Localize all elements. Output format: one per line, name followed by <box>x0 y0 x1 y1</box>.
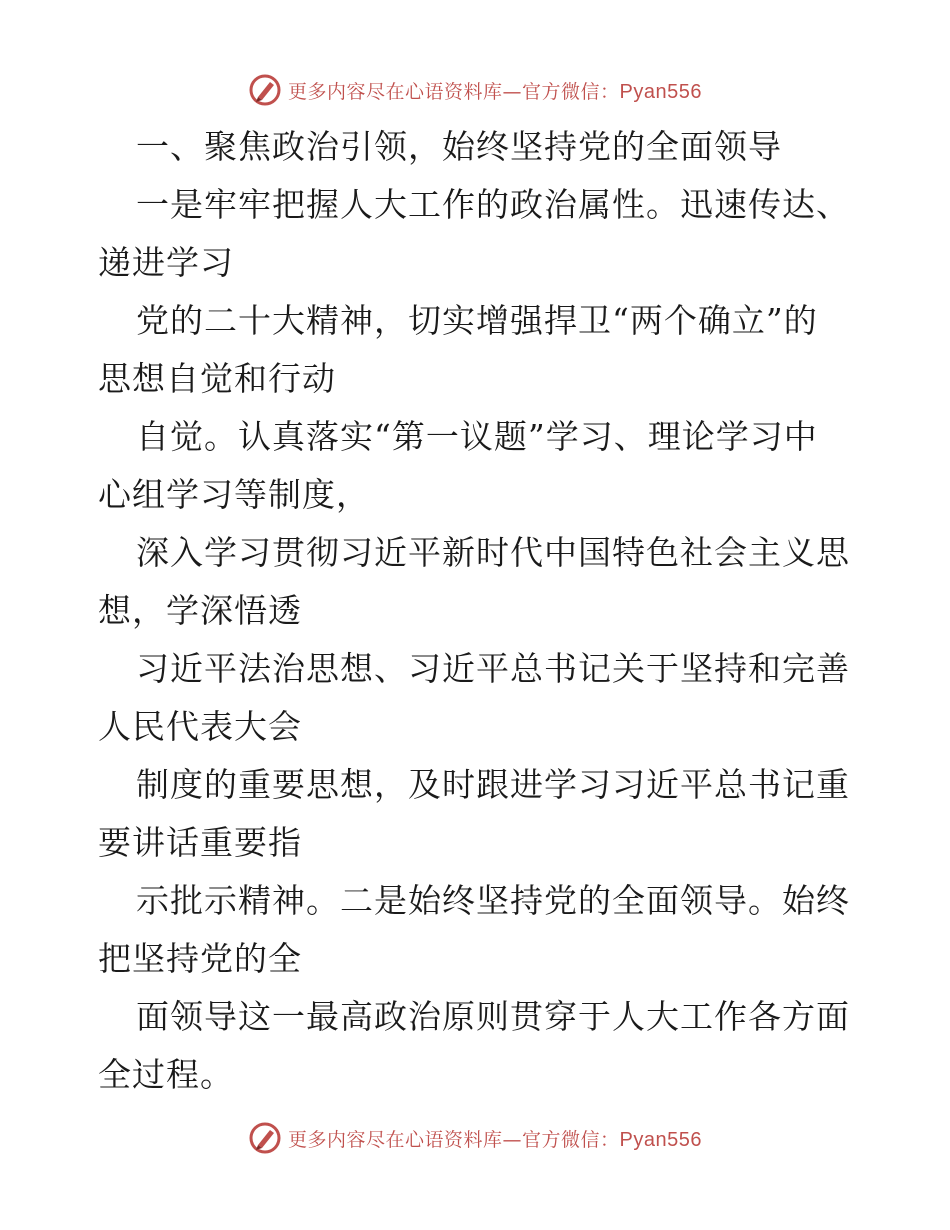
paragraph-line: 习近平法治思想、习近平总书记关于坚持和完善 <box>136 649 850 688</box>
paragraph-line: 思想自觉和行动 <box>98 359 336 398</box>
paragraph-line: 党的二十大精神，切实增强捍卫“两个确立”的 <box>136 301 818 340</box>
paragraph-line: 想，学深悟透 <box>98 591 302 630</box>
paragraph-line: 要讲话重要指 <box>98 823 302 862</box>
paragraph-line: 人民代表大会 <box>98 707 302 746</box>
pen-logo-icon <box>248 1121 282 1155</box>
watermark-wechat-label: 官方微信： <box>522 1128 620 1151</box>
paragraph-line: 递进学习 <box>98 243 234 282</box>
document-body <box>98 118 858 1104</box>
watermark-text <box>288 77 702 104</box>
footer-watermark <box>0 1118 950 1158</box>
pen-logo-icon <box>248 73 282 107</box>
watermark-wechat-label: 官方微信： <box>522 80 620 103</box>
watermark-text <box>288 1125 702 1152</box>
paragraph-line: 一是牢牢把握人大工作的政治属性。迅速传达、 <box>136 185 850 224</box>
paragraph-line: 把坚持党的全 <box>98 939 302 978</box>
watermark-separator: — <box>502 1128 523 1151</box>
paragraph-line: 全过程。 <box>98 1055 234 1094</box>
paragraph-line: 心组学习等制度， <box>98 475 370 514</box>
paragraph-line: 自觉。认真落实“第一议题”学习、理论学习中 <box>136 417 818 456</box>
watermark-separator: — <box>502 80 523 103</box>
watermark-site: 更多内容尽在心语资料库 <box>288 80 503 103</box>
header-watermark <box>0 70 950 110</box>
paragraph-line: 制度的重要思想，及时跟进学习习近平总书记重 <box>136 765 850 804</box>
watermark-handle: Pyan556 <box>619 1128 702 1151</box>
watermark-site: 更多内容尽在心语资料库 <box>288 1128 503 1151</box>
paragraph-line: 深入学习贯彻习近平新时代中国特色社会主义思 <box>136 533 850 572</box>
section-heading: 一、聚焦政治引领，始终坚持党的全面领导 <box>136 127 782 166</box>
watermark-handle: Pyan556 <box>619 80 702 103</box>
paragraph-line: 示批示精神。二是始终坚持党的全面领导。始终 <box>136 881 850 920</box>
paragraph-line: 面领导这一最高政治原则贯穿于人大工作各方面 <box>136 997 850 1036</box>
